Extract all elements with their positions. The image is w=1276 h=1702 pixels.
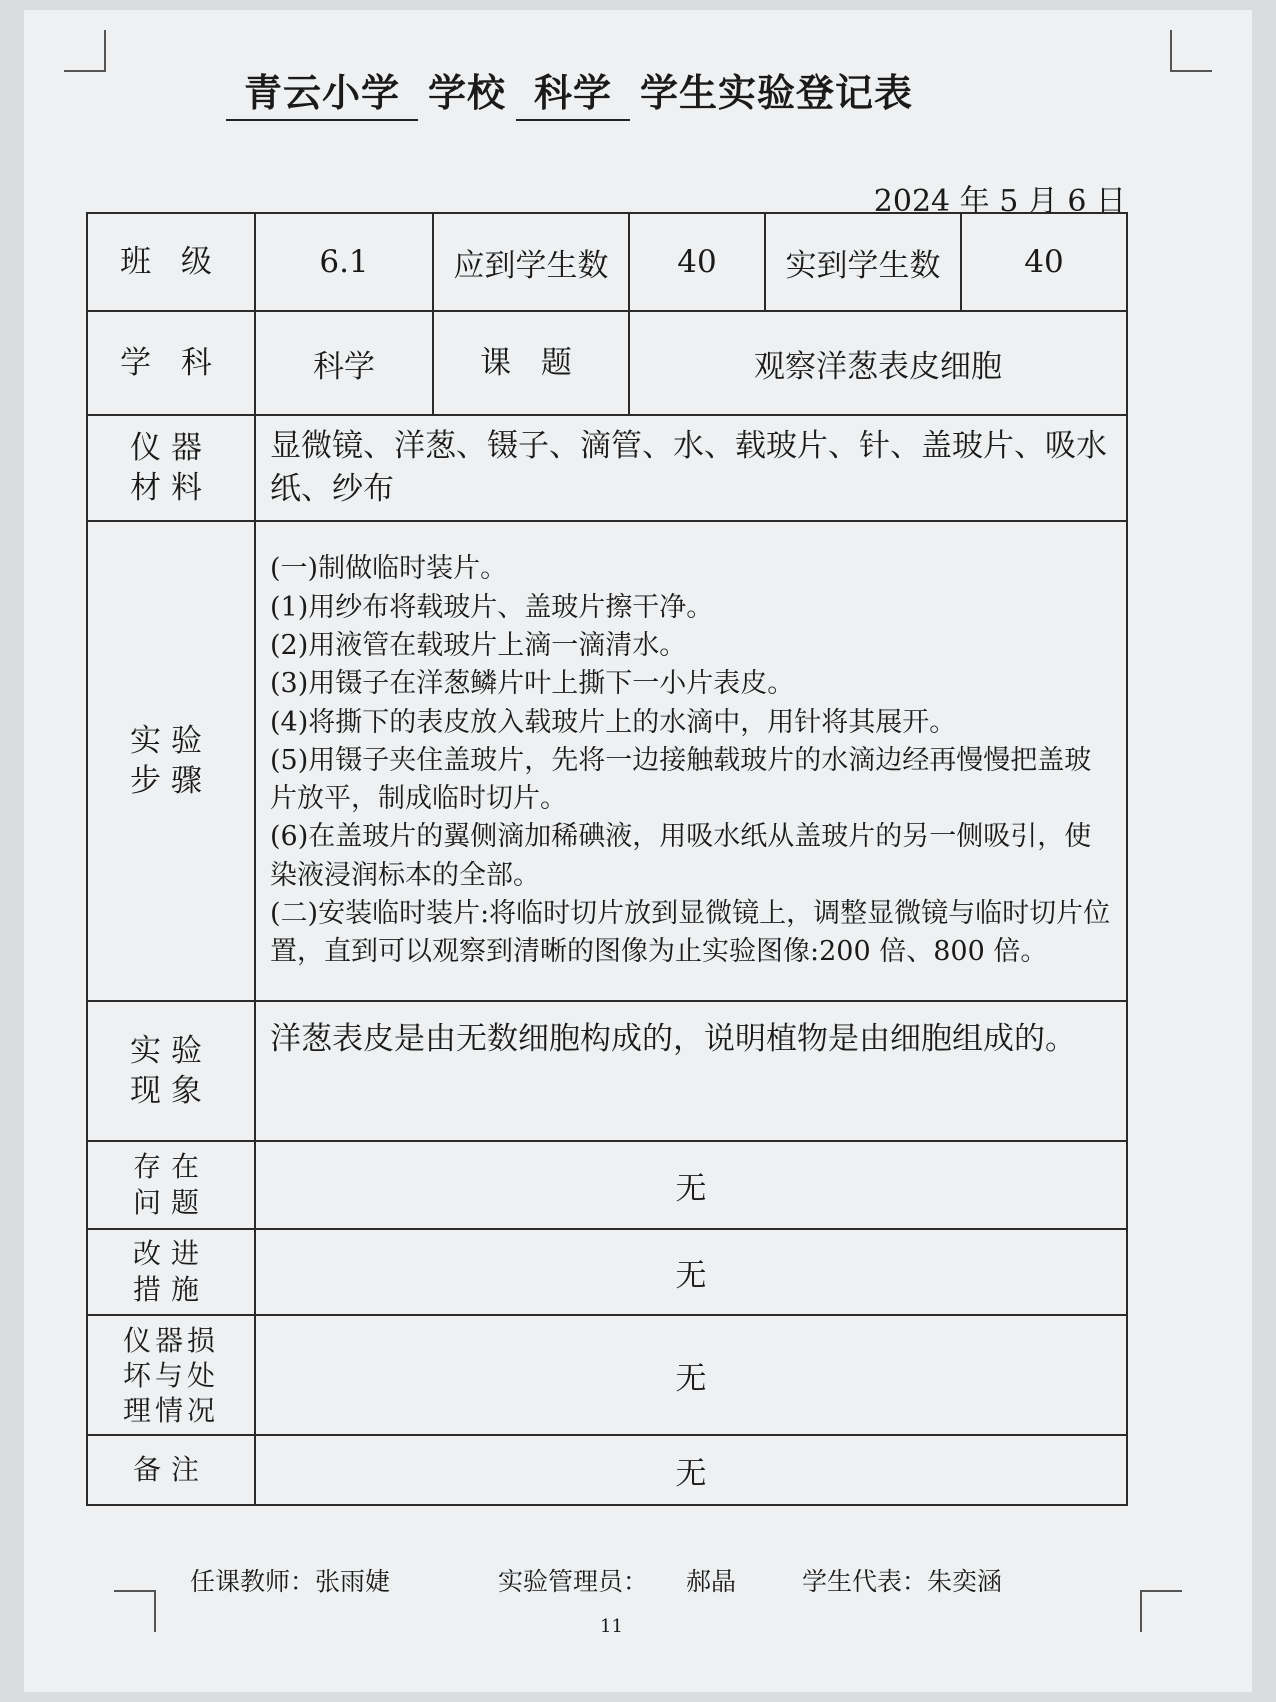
registration-table [86, 212, 1128, 1506]
title-school: 青云小学 [226, 62, 418, 121]
table-row [87, 1141, 1127, 1229]
table-row [87, 1315, 1127, 1435]
step-item: (二)安装临时装片:将临时切片放到显微镜上，调整显微镜与临时切片位置，直到可以观察到清晰的图像为止实验图像:200 倍、800 倍。 [270, 898, 1111, 968]
table-row [87, 1435, 1127, 1505]
steps-list [255, 521, 1127, 1001]
crop-mark [114, 1590, 156, 1632]
problems-label: 存在问题 [87, 1141, 255, 1229]
subject-value: 科学 [255, 311, 433, 415]
phenomenon-label: 实验现象 [87, 1001, 255, 1141]
notes-value: 无 [255, 1435, 1127, 1505]
table-row [87, 1229, 1127, 1315]
class-label: 班 级 [87, 213, 255, 311]
step-item: (一)制做临时装片。 [270, 553, 508, 585]
problems-value: 无 [255, 1141, 1127, 1229]
step-item: (4)将撕下的表皮放入载玻片上的水滴中，用针将其展开。 [270, 706, 957, 738]
table-row [87, 415, 1127, 521]
actual-label: 实到学生数 [765, 213, 961, 311]
notes-label: 备注 [87, 1435, 255, 1505]
teacher-signature: 任课教师：张雨婕 [190, 1567, 391, 1596]
step-item: (1)用纱布将载玻片、盖玻片擦干净。 [270, 591, 714, 623]
damage-value: 无 [255, 1315, 1127, 1435]
expected-label: 应到学生数 [433, 213, 629, 311]
steps-label: 实验步骤 [87, 521, 255, 1001]
subject-label: 学 科 [87, 311, 255, 415]
table-row [87, 213, 1127, 311]
admin-name: 郝晶 [686, 1567, 737, 1596]
form-date: 2024 年 5 月 6 日 [873, 184, 1126, 219]
page-number: 11 [600, 1616, 623, 1637]
step-item: (2)用液管在载玻片上滴一滴清水。 [270, 629, 687, 661]
title-subject: 科学 [516, 62, 630, 121]
topic-value: 观察洋葱表皮细胞 [629, 311, 1127, 415]
table-row [87, 1001, 1127, 1141]
materials-value: 显微镜、洋葱、镊子、滴管、水、载玻片、针、盖玻片、吸水纸、纱布 [255, 415, 1127, 521]
admin-label: 实验管理员： [498, 1567, 649, 1596]
class-value: 6.1 [255, 213, 433, 311]
student-rep-signature: 学生代表：朱奕涵 [802, 1567, 1003, 1596]
actual-value: 40 [961, 213, 1127, 311]
topic-label: 课 题 [433, 311, 629, 415]
title-form-name: 学生实验登记表 [640, 70, 914, 115]
title-school-suffix: 学校 [428, 70, 507, 115]
crop-mark [1170, 30, 1212, 72]
improve-label: 改进措施 [87, 1229, 255, 1315]
materials-label: 仪器材料 [87, 415, 255, 521]
step-item: (5)用镊子夹住盖玻片，先将一边接触载玻片的水滴边经再慢慢把盖玻片放平，制成临时切片。 [270, 744, 1092, 815]
damage-label: 仪器损坏与处理情况 [87, 1315, 255, 1435]
step-item: (3)用镊子在洋葱鳞片叶上撕下一小片表皮。 [270, 668, 795, 700]
table-row [87, 311, 1127, 415]
phenomenon-value: 洋葱表皮是由无数细胞构成的，说明植物是由细胞组成的。 [255, 1001, 1127, 1141]
table-row [87, 521, 1127, 1001]
improve-value: 无 [255, 1229, 1127, 1315]
expected-value: 40 [629, 213, 765, 311]
step-item: (6)在盖玻片的翼侧滴加稀碘液，用吸水纸从盖玻片的另一侧吸引，使染液浸润标本的全部。 [270, 821, 1092, 891]
form-title [220, 62, 1060, 121]
crop-mark [1140, 1590, 1182, 1632]
crop-mark [64, 30, 106, 72]
